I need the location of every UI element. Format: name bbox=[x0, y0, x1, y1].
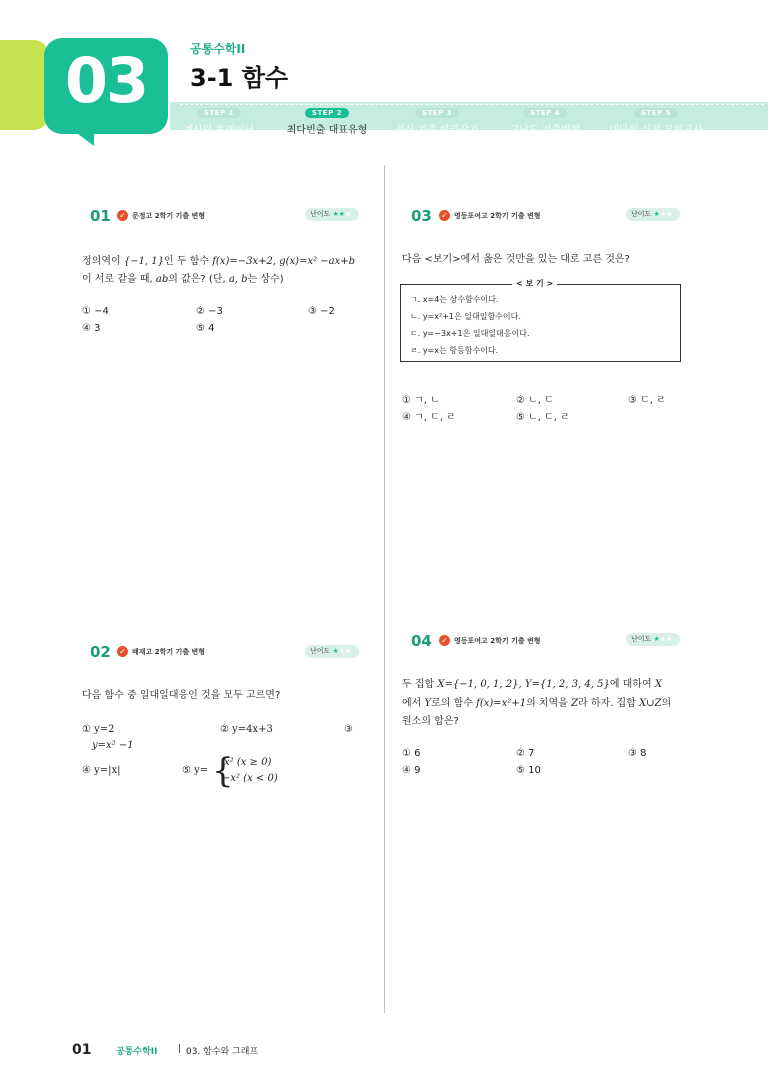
star-filled-icon: ★★ bbox=[332, 210, 346, 218]
star-empty-icon: ★★ bbox=[659, 210, 673, 218]
step-3 bbox=[382, 100, 492, 136]
piecewise-brace: { bbox=[212, 751, 234, 791]
step-3-label: 최신 기출 따라잡기 bbox=[395, 125, 479, 136]
difficulty-badge bbox=[626, 208, 680, 221]
check-icon: ✓ bbox=[439, 635, 450, 646]
question-number: 04 bbox=[411, 632, 432, 650]
math-set: {−1, 1} bbox=[123, 256, 165, 267]
question-text-line: 정의역이 {−1, 1}인 두 함수 f(x)=−3x+2, g(x)=x² −ax+b bbox=[82, 256, 356, 267]
bogi-item: ㄷ. y=−3x+1은 일대일대응이다. bbox=[410, 329, 530, 338]
choice-5[interactable]: ⑤ y= bbox=[182, 765, 209, 776]
step-4-pill: STEP 4 bbox=[523, 108, 567, 118]
step-1-label: 계산력 트레이닝 bbox=[183, 125, 255, 136]
question-source: 영등포여고 2학기 기출 변형 bbox=[454, 637, 541, 645]
choice-5[interactable]: ⑤ ㄴ, ㄷ, ㄹ bbox=[516, 412, 570, 423]
step-5-label: 대단원 실전 모의고사 bbox=[609, 125, 703, 136]
choice-3[interactable]: ③ 8 bbox=[628, 748, 647, 759]
step-1 bbox=[164, 100, 274, 136]
question-source: 배재고 2학기 기출 변형 bbox=[132, 648, 206, 656]
difficulty-badge bbox=[626, 633, 680, 646]
choice-3[interactable]: ③ −2 bbox=[308, 306, 335, 317]
star-filled-icon: ★ bbox=[653, 210, 660, 218]
star-filled-icon: ★ bbox=[653, 635, 660, 643]
question-number: 02 bbox=[90, 643, 111, 661]
bogi-title: < 보 기 > bbox=[512, 278, 557, 289]
choice-5[interactable]: ⑤ 10 bbox=[516, 765, 541, 776]
question-number: 03 bbox=[411, 207, 432, 225]
star-empty-icon: ★ bbox=[345, 210, 352, 218]
step-2-pill: STEP 2 bbox=[305, 108, 349, 118]
choice-2[interactable]: ② ㄴ, ㄷ bbox=[516, 395, 554, 406]
bogi-item: ㄹ. y=x는 항등함수이다. bbox=[410, 346, 499, 355]
question-text-line: 두 집합 X={−1, 0, 1, 2}, Y={1, 2, 3, 4, 5}에 대하여 X bbox=[402, 679, 662, 690]
difficulty-badge bbox=[305, 208, 359, 221]
choice-3[interactable]: ③ ㄷ, ㄹ bbox=[628, 395, 666, 406]
footer-chapter: 03. 함수와 그래프 bbox=[186, 1047, 259, 1057]
star-empty-icon: ★★ bbox=[338, 647, 352, 655]
question-text-line: 이 서로 같을 때, ab의 값은? (단, a, b는 상수) bbox=[82, 274, 284, 285]
choice-1[interactable]: ① y=2 bbox=[82, 724, 115, 735]
step-5 bbox=[601, 100, 711, 136]
choice-4[interactable]: ④ ㄱ, ㄷ, ㄹ bbox=[402, 412, 456, 423]
choice-2[interactable]: ② 7 bbox=[516, 748, 535, 759]
choice-1[interactable]: ① −4 bbox=[82, 306, 109, 317]
question-text-line: 원소의 합은? bbox=[402, 716, 459, 727]
question-text: 다음 <보기>에서 옳은 것만을 있는 대로 고른 것은? bbox=[402, 254, 630, 265]
choice-5[interactable]: ⑤ 4 bbox=[196, 323, 215, 334]
step-4 bbox=[490, 100, 600, 136]
choice-3[interactable]: ③ bbox=[344, 724, 353, 735]
piecewise-case-2: −x² (x < 0) bbox=[222, 773, 278, 784]
question-source: 영등포여고 2학기 기출 변형 bbox=[454, 212, 541, 220]
check-icon: ✓ bbox=[439, 210, 450, 221]
difficulty-label: 난이도 bbox=[631, 635, 652, 643]
difficulty-label: 난이도 bbox=[310, 647, 331, 655]
footer-separator: | bbox=[178, 1044, 182, 1054]
page-number: 01 bbox=[72, 1042, 92, 1058]
math-g: g(x)=x² −ax+b bbox=[279, 256, 356, 267]
question-text: 다음 함수 중 일대일대응인 것을 모두 고르면? bbox=[82, 690, 281, 701]
math-f: f(x)=−3x+2, bbox=[212, 256, 277, 267]
column-divider bbox=[384, 165, 385, 1013]
chapter-number: 03 bbox=[64, 44, 148, 117]
chapter-badge-tail bbox=[70, 128, 94, 146]
difficulty-label: 난이도 bbox=[310, 210, 331, 218]
step-4-label: 고난도 기출변형 bbox=[509, 125, 581, 136]
check-icon: ✓ bbox=[117, 210, 128, 221]
choice-2[interactable]: ② y=4x+3 bbox=[220, 724, 273, 735]
page-title: 3-1 함수 bbox=[190, 64, 289, 92]
choice-4[interactable]: ④ 9 bbox=[402, 765, 421, 776]
check-icon: ✓ bbox=[117, 646, 128, 657]
difficulty-label: 난이도 bbox=[631, 210, 652, 218]
step-2-label: 최다빈출 대표유형 bbox=[286, 125, 368, 136]
question-text-line: 에서 Y로의 함수 f(x)=x²+1의 치역을 Z라 하자. 집합 X∪Z의 bbox=[402, 698, 672, 709]
star-empty-icon: ★★ bbox=[659, 635, 673, 643]
step-2 bbox=[272, 100, 382, 136]
piecewise-case-1: x² (x ≥ 0) bbox=[224, 757, 272, 768]
star-filled-icon: ★ bbox=[332, 647, 339, 655]
choice-4[interactable]: ④ 3 bbox=[82, 323, 101, 334]
choice-3-expression: y=x² −1 bbox=[92, 740, 134, 751]
bogi-item: ㄱ. x=4는 상수함수이다. bbox=[410, 295, 499, 304]
question-number: 01 bbox=[90, 207, 111, 225]
choice-4[interactable]: ④ y=|x| bbox=[82, 765, 121, 776]
choice-1[interactable]: ① ㄱ, ㄴ bbox=[402, 395, 440, 406]
difficulty-badge bbox=[305, 645, 359, 658]
subject-label: 공통수학II bbox=[190, 42, 246, 56]
lime-tab-decoration bbox=[0, 40, 48, 130]
step-1-pill: STEP 1 bbox=[197, 108, 241, 118]
footer-subject: 공통수학II bbox=[116, 1047, 158, 1057]
choice-1[interactable]: ① 6 bbox=[402, 748, 421, 759]
question-source: 문정고 2학기 기출 변형 bbox=[132, 212, 206, 220]
step-3-pill: STEP 3 bbox=[415, 108, 459, 118]
step-5-pill: STEP 5 bbox=[634, 108, 678, 118]
bogi-item: ㄴ. y=x²+1은 일대일함수이다. bbox=[410, 312, 521, 321]
choice-2[interactable]: ② −3 bbox=[196, 306, 223, 317]
